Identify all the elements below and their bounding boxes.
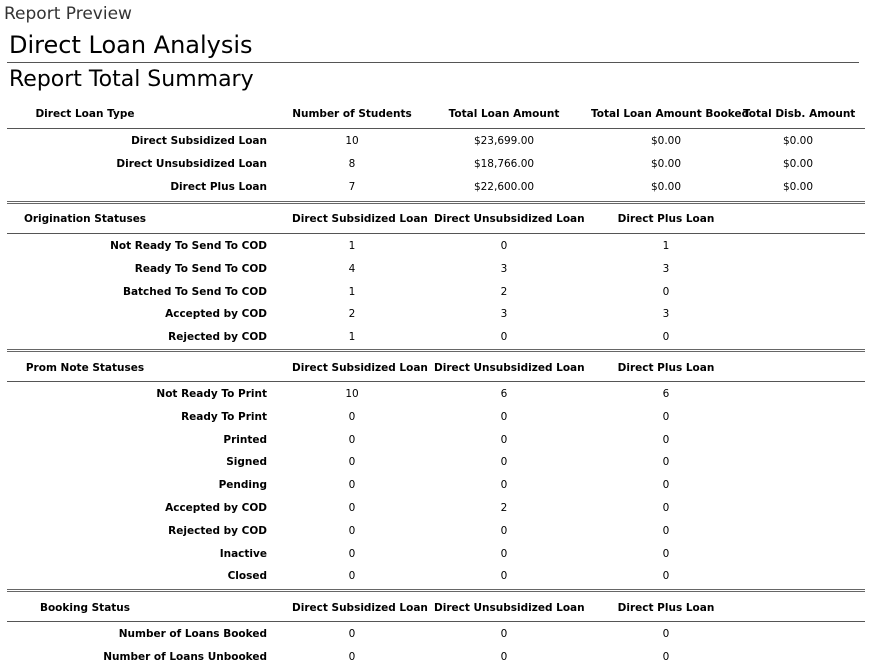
col-header: Direct Plus Loan	[617, 602, 715, 614]
row-label: Rejected by COD	[168, 331, 267, 344]
table-cell: 0	[500, 650, 508, 663]
table-cell: 0	[662, 570, 670, 583]
table-cell: 7	[348, 180, 356, 193]
table-row	[7, 429, 865, 452]
table-cell: 0	[500, 410, 508, 423]
table-cell: 10	[345, 135, 359, 147]
table-cell: 3	[500, 262, 508, 275]
row-label: Accepted by COD	[165, 501, 267, 514]
table-cell: 0	[500, 240, 508, 252]
table-row	[7, 258, 865, 281]
row-label: Closed	[227, 570, 267, 583]
table-cell: 0	[348, 479, 356, 492]
table-cell: 0	[348, 456, 356, 469]
col-header: Prom Note Statuses	[25, 362, 145, 374]
booking-header-row	[7, 599, 865, 619]
table-cell: 0	[662, 628, 670, 640]
table-cell: 0	[500, 570, 508, 583]
table-cell: 1	[662, 240, 670, 252]
row-label: Not Ready To Send To COD	[110, 240, 267, 252]
table-row	[7, 176, 865, 199]
table-row	[7, 383, 865, 406]
col-header: Booking Status	[39, 602, 131, 614]
table-cell: 0	[348, 628, 356, 640]
table-cell: 0	[348, 547, 356, 560]
table-row	[7, 451, 865, 474]
table-cell: $0.00	[650, 135, 682, 147]
row-label: Direct Unsubsidized Loan	[116, 157, 267, 170]
table-cell: 0	[500, 456, 508, 469]
row-label: Inactive	[219, 547, 267, 560]
table-cell: 0	[500, 433, 508, 446]
table-cell: 0	[662, 433, 670, 446]
table-row	[7, 623, 865, 646]
row-label: Printed	[223, 433, 267, 446]
title-divider	[7, 62, 859, 63]
table-cell: 3	[662, 262, 670, 275]
origination-header-row	[7, 210, 865, 230]
row-label: Number of Loans Unbooked	[103, 650, 267, 663]
prom-note-table	[7, 359, 865, 588]
row-label: Accepted by COD	[165, 308, 267, 321]
table-row	[7, 474, 865, 497]
col-header: Direct Plus Loan	[617, 362, 715, 374]
table-cell: 0	[500, 547, 508, 560]
summary-header-row	[7, 105, 865, 125]
origination-table	[7, 210, 865, 349]
col-header: Direct Loan Type	[35, 108, 135, 120]
row-label: Ready To Send To COD	[134, 262, 267, 275]
row-label: Not Ready To Print	[156, 388, 267, 400]
row-label: Pending	[218, 479, 267, 492]
table-row	[7, 497, 865, 520]
table-cell: 0	[662, 524, 670, 537]
table-cell: $18,766.00	[473, 157, 535, 170]
booking-table	[7, 599, 865, 669]
col-header: Direct Subsidized Loan	[292, 213, 428, 225]
col-header: Number of Students	[292, 108, 412, 120]
table-cell: 0	[348, 410, 356, 423]
col-header: Direct Subsidized Loan	[292, 362, 428, 374]
table-cell: 2	[500, 285, 508, 298]
col-header: Direct Unsubsidized Loan	[434, 213, 585, 225]
header-divider	[7, 621, 865, 622]
table-row	[7, 520, 865, 543]
table-cell: $0.00	[650, 157, 682, 170]
col-header: Direct Unsubsidized Loan	[434, 362, 585, 374]
page-header: Report Preview	[4, 4, 132, 24]
table-cell: 3	[662, 308, 670, 321]
table-cell: 0	[348, 650, 356, 663]
header-divider	[7, 128, 865, 129]
table-cell: 8	[348, 157, 356, 170]
table-row	[7, 235, 865, 258]
table-cell: 0	[348, 433, 356, 446]
table-cell: $0.00	[782, 180, 814, 193]
table-cell: 0	[662, 285, 670, 298]
table-cell: 6	[662, 388, 670, 400]
col-header: Origination Statuses	[23, 213, 147, 225]
table-row	[7, 543, 865, 566]
row-label: Direct Subsidized Loan	[131, 135, 267, 147]
table-cell: 1	[348, 285, 356, 298]
table-row	[7, 326, 865, 349]
header-divider	[7, 381, 865, 382]
table-cell: 0	[500, 524, 508, 537]
col-header: Total Loan Amount	[448, 108, 560, 120]
table-row	[7, 281, 865, 304]
col-header: Total Disb. Amount	[743, 108, 856, 120]
row-label: Rejected by COD	[168, 524, 267, 537]
table-cell: $22,600.00	[473, 180, 535, 193]
table-row	[7, 406, 865, 429]
table-cell: 0	[662, 547, 670, 560]
row-label: Signed	[226, 456, 267, 469]
row-label: Number of Loans Booked	[118, 628, 267, 640]
table-row	[7, 646, 865, 669]
table-cell: 6	[500, 388, 508, 400]
col-header: Total Loan Amount Booked	[591, 108, 750, 120]
table-cell: $0.00	[650, 180, 682, 193]
table-cell: $0.00	[782, 157, 814, 170]
table-cell: 0	[348, 524, 356, 537]
table-row	[7, 565, 865, 588]
row-label: Direct Plus Loan	[170, 180, 267, 193]
section-divider	[7, 589, 865, 592]
table-row	[7, 303, 865, 326]
table-cell: 2	[348, 308, 356, 321]
table-cell: 2	[500, 501, 508, 514]
report-subtitle: Report Total Summary	[9, 67, 254, 92]
table-cell: 4	[348, 262, 356, 275]
table-cell: 0	[500, 331, 508, 344]
summary-table	[7, 105, 865, 198]
table-cell: 0	[348, 570, 356, 583]
section-divider	[7, 349, 865, 352]
table-cell: 0	[348, 501, 356, 514]
table-cell: 0	[500, 479, 508, 492]
table-cell: $0.00	[782, 135, 814, 147]
table-row	[7, 130, 865, 153]
table-cell: 0	[662, 650, 670, 663]
prom-note-header-row	[7, 359, 865, 379]
table-cell: 3	[500, 308, 508, 321]
table-cell: 1	[348, 240, 356, 252]
header-divider	[7, 233, 865, 234]
table-cell: 0	[500, 628, 508, 640]
table-cell: 0	[662, 331, 670, 344]
col-header: Direct Plus Loan	[617, 213, 715, 225]
col-header: Direct Unsubsidized Loan	[434, 602, 585, 614]
table-cell: 0	[662, 479, 670, 492]
table-cell: $23,699.00	[473, 135, 535, 147]
col-header: Direct Subsidized Loan	[292, 602, 428, 614]
row-label: Batched To Send To COD	[122, 285, 267, 298]
table-cell: 0	[662, 501, 670, 514]
section-divider	[7, 201, 865, 204]
table-cell: 10	[345, 388, 359, 400]
report-title: Direct Loan Analysis	[9, 31, 253, 59]
table-row	[7, 153, 865, 176]
table-cell: 0	[662, 410, 670, 423]
row-label: Ready To Print	[181, 410, 267, 423]
table-cell: 0	[662, 456, 670, 469]
table-cell: 1	[348, 331, 356, 344]
